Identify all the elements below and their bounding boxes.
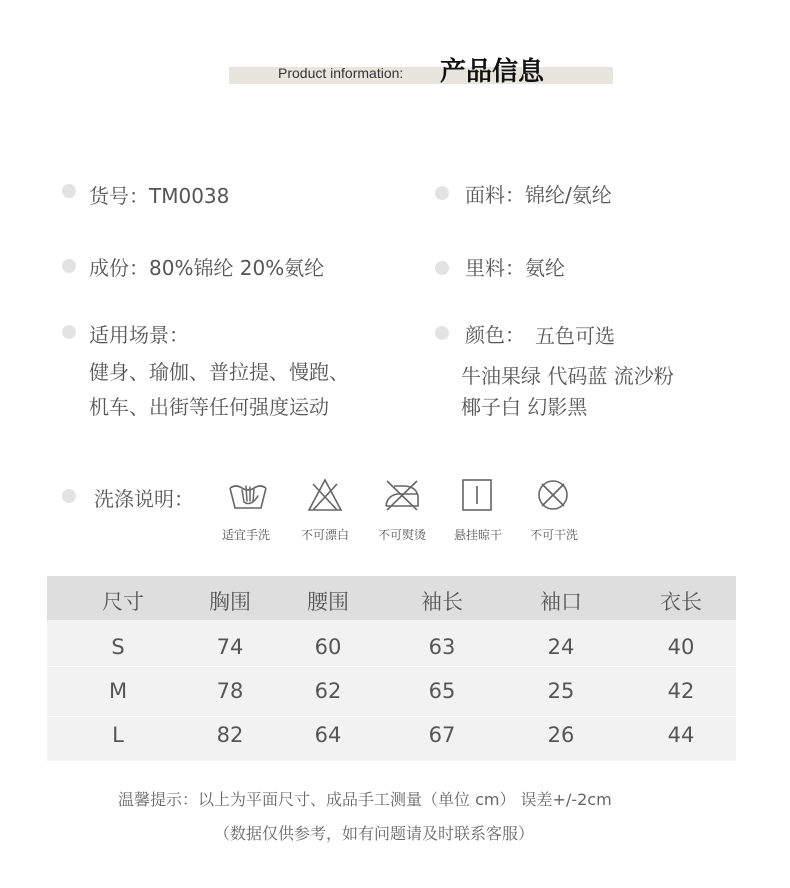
table-header <box>47 576 736 620</box>
table-cell: 62 <box>314 679 342 703</box>
table-cell: 40 <box>667 635 695 659</box>
column-header-waist: 腰围 <box>307 590 349 614</box>
measurement-note: 温馨提示：以上为平面尺寸、成品手工测量（单位 cm） 误差+/-2cm <box>118 790 612 809</box>
table-cell: 26 <box>547 723 575 747</box>
table-cell: M <box>108 679 128 703</box>
no-dry-clean-icon <box>532 476 574 514</box>
fabric: 面料：锦纶/氨纶 <box>465 183 612 207</box>
bullet-dot-icon <box>435 261 449 275</box>
row-divider <box>47 666 736 667</box>
table-cell: S <box>111 635 125 659</box>
column-header-chest: 胸围 <box>209 590 251 614</box>
table-cell: 63 <box>428 635 456 659</box>
scenes-line-2: 机车、出街等任何强度运动 <box>89 395 329 419</box>
colors-label: 颜色： <box>465 323 525 347</box>
table-cell: 60 <box>314 635 342 659</box>
no-bleach-icon <box>304 476 346 514</box>
table-cell: 74 <box>216 635 244 659</box>
bullet-dot-icon <box>435 186 449 200</box>
bullet-dot-icon <box>62 259 76 273</box>
colors-line-1: 牛油果绿 代码蓝 流沙粉 <box>461 364 674 388</box>
page-title: 产品信息 <box>440 57 545 87</box>
composition: 成份：80%锦纶 20%氨纶 <box>89 256 325 280</box>
bullet-dot-icon <box>62 489 76 503</box>
table-cell: 24 <box>547 635 575 659</box>
table-cell: 44 <box>667 723 695 747</box>
table-cell: 82 <box>216 723 244 747</box>
wash-item-label: 不可熨烫 <box>377 528 426 542</box>
item-number: 货号：TM0038 <box>89 184 230 208</box>
wash-item-label: 不可漂白 <box>300 528 349 542</box>
column-header-size: 尺寸 <box>102 590 144 614</box>
wash-item-label: 悬挂晾干 <box>453 528 502 542</box>
no-iron-icon <box>381 476 423 514</box>
table-cell: L <box>112 723 124 747</box>
wash-label: 洗涤说明： <box>94 487 194 511</box>
scenes-line-1: 健身、瑜伽、普拉提、慢跑、 <box>89 360 349 384</box>
title-english: Product information: <box>278 65 404 81</box>
colors-value: 五色可选 <box>535 324 615 348</box>
row-divider <box>47 716 736 717</box>
wash-item-label: 不可干洗 <box>529 528 578 542</box>
colors-line-2: 椰子白 幻影黑 <box>461 395 588 419</box>
hand-wash-icon <box>227 476 269 514</box>
disclaimer-note: （数据仅供参考，如有问题请及时联系客服） <box>214 824 535 843</box>
bullet-dot-icon <box>62 325 76 339</box>
table-cell: 78 <box>216 679 244 703</box>
size-table <box>47 576 736 761</box>
column-header-length: 衣长 <box>660 590 702 614</box>
column-header-sleeve-length: 袖长 <box>421 590 463 614</box>
scenes-label: 适用场景： <box>89 323 189 347</box>
table-cell: 65 <box>428 679 456 703</box>
hang-dry-icon <box>456 476 498 514</box>
table-cell: 25 <box>547 679 575 703</box>
table-cell: 64 <box>314 723 342 747</box>
bullet-dot-icon <box>62 184 76 198</box>
table-cell: 67 <box>428 723 456 747</box>
column-header-cuff: 袖口 <box>540 590 582 614</box>
lining: 里料：氨纶 <box>465 256 565 280</box>
bullet-dot-icon <box>435 326 449 340</box>
wash-item-label: 适宜手洗 <box>221 528 270 542</box>
table-cell: 42 <box>667 679 695 703</box>
